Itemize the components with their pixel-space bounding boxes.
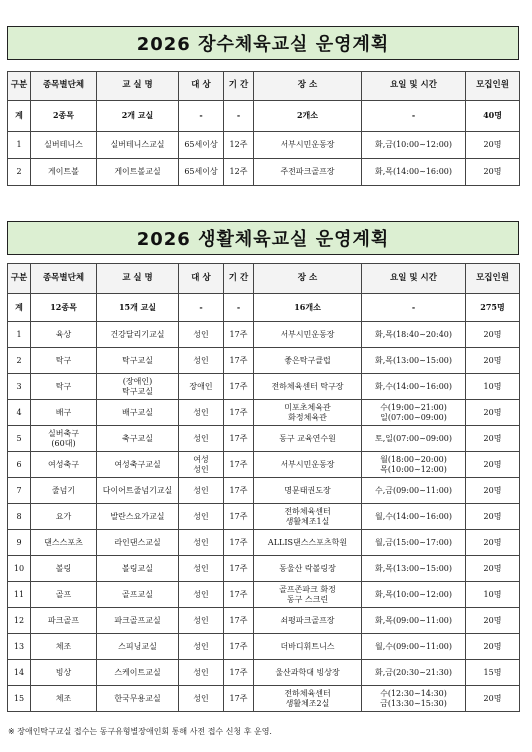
table-row	[8, 504, 520, 530]
cell-col-sport-group: 줄넘기	[31, 478, 97, 504]
cell-col-period: 17주	[224, 556, 254, 582]
cell-col-location: 전하체육센터 탁구장	[254, 374, 362, 400]
cell-col-period: 17주	[224, 634, 254, 660]
cell-col-schedule: 화,목(10:00~12:00)	[362, 582, 466, 608]
cell-col-class-name: 배구교실	[97, 400, 179, 426]
cell-col-schedule: 토,일(07:00~09:00)	[362, 426, 466, 452]
cell-col-division: 7	[8, 478, 31, 504]
cell-col-sport-group: 실버축구 (60대)	[31, 426, 97, 452]
cell-col-location: 미포초체육관 화정체육관	[254, 400, 362, 426]
cell-col-capacity: 20명	[466, 686, 520, 712]
header-col-class-name: 교 실 명	[97, 264, 179, 294]
header-col-period: 기 간	[224, 72, 254, 101]
header-col-sport-group: 종목별단체	[31, 264, 97, 294]
cell-col-class-name: 한국무용교실	[97, 686, 179, 712]
cell-col-division: 6	[8, 452, 31, 478]
cell-col-division: 3	[8, 374, 31, 400]
cell-col-target: 65세이상	[179, 132, 224, 159]
cell-col-class-name: 축구교실	[97, 426, 179, 452]
cell-col-target: 성인	[179, 426, 224, 452]
cell-col-sport-group: 빙상	[31, 660, 97, 686]
table-row	[8, 556, 520, 582]
cell-col-class-name: 파크골프교실	[97, 608, 179, 634]
cell-col-sport-group: 파크골프	[31, 608, 97, 634]
cell-col-schedule: 화,목(14:00~16:00)	[362, 159, 466, 186]
cell-col-division: 11	[8, 582, 31, 608]
cell-col-location: 골프존파크 화정 동구 스크린	[254, 582, 362, 608]
cell-col-location: 동울산 락볼링장	[254, 556, 362, 582]
cell-col-target: 성인	[179, 582, 224, 608]
cell-col-sport-group: 탁구	[31, 348, 97, 374]
summary-col-target: -	[179, 101, 224, 132]
summary-col-capacity: 40명	[466, 101, 520, 132]
cell-col-period: 17주	[224, 374, 254, 400]
cell-col-division: 1	[8, 322, 31, 348]
cell-col-location: 주전파크골프장	[254, 159, 362, 186]
summary-col-period: -	[224, 101, 254, 132]
summary-col-sport-group: 2종목	[31, 101, 97, 132]
cell-col-period: 17주	[224, 530, 254, 556]
table-row	[8, 452, 520, 478]
cell-col-location: 전하체육센터 생활체조2실	[254, 686, 362, 712]
cell-col-target: 성인	[179, 530, 224, 556]
cell-col-period: 12주	[224, 159, 254, 186]
cell-col-target: 성인	[179, 608, 224, 634]
summary-col-division: 계	[8, 101, 31, 132]
header-col-target: 대 상	[179, 264, 224, 294]
cell-col-location: 전하체육센터 생활체조1실	[254, 504, 362, 530]
cell-col-location: 동구 교육연수원	[254, 426, 362, 452]
cell-col-class-name: 스케이트교실	[97, 660, 179, 686]
summary-col-location: 16개소	[254, 294, 362, 322]
table-row	[8, 322, 520, 348]
table-row	[8, 478, 520, 504]
cell-col-schedule: 화,목(18:40~20:40)	[362, 322, 466, 348]
header-col-period: 기 간	[224, 264, 254, 294]
cell-col-sport-group: 볼링	[31, 556, 97, 582]
cell-col-location: 쇠평파크골프장	[254, 608, 362, 634]
cell-col-schedule: 화,목(09:00~11:00)	[362, 608, 466, 634]
cell-col-division: 5	[8, 426, 31, 452]
table-row	[8, 132, 520, 159]
cell-col-location: 서부시민운동장	[254, 322, 362, 348]
cell-col-period: 17주	[224, 348, 254, 374]
header-col-division: 구분	[8, 72, 31, 101]
cell-col-sport-group: 육상	[31, 322, 97, 348]
cell-col-sport-group: 골프	[31, 582, 97, 608]
table-row	[8, 530, 520, 556]
cell-col-class-name: 다이어트줄넘기교실	[97, 478, 179, 504]
summary-col-sport-group: 12종목	[31, 294, 97, 322]
cell-col-capacity: 20명	[466, 159, 520, 186]
header-col-capacity: 모집인원	[466, 264, 520, 294]
cell-col-capacity: 20명	[466, 478, 520, 504]
summary-row	[8, 294, 520, 322]
cell-col-target: 성인	[179, 660, 224, 686]
cell-col-schedule: 화,수(14:00~16:00)	[362, 374, 466, 400]
table-row	[8, 634, 520, 660]
cell-col-class-name: 실버테니스교실	[97, 132, 179, 159]
cell-col-capacity: 10명	[466, 374, 520, 400]
cell-col-sport-group: 실버테니스	[31, 132, 97, 159]
cell-col-class-name: 게이트볼교실	[97, 159, 179, 186]
cell-col-division: 10	[8, 556, 31, 582]
summary-col-class-name: 2개 교실	[97, 101, 179, 132]
cell-col-class-name: 건강달리기교실	[97, 322, 179, 348]
cell-col-capacity: 20명	[466, 400, 520, 426]
cell-col-target: 여성 성인	[179, 452, 224, 478]
header-col-division: 구분	[8, 264, 31, 294]
cell-col-period: 17주	[224, 686, 254, 712]
cell-col-division: 9	[8, 530, 31, 556]
cell-col-schedule: 화,목(13:00~15:00)	[362, 348, 466, 374]
cell-col-schedule: 수(12:30~14:30) 금(13:30~15:30)	[362, 686, 466, 712]
cell-col-division: 14	[8, 660, 31, 686]
cell-col-location: 좋은탁구클럽	[254, 348, 362, 374]
longevity-class-table	[7, 71, 520, 186]
footnote: ※ 장애인탁구교실 접수는 동구유형별장애인회 통해 사전 접수 신청 후 운영.	[8, 727, 272, 736]
cell-col-schedule: 화,금(20:30~21:30)	[362, 660, 466, 686]
cell-col-capacity: 15명	[466, 660, 520, 686]
cell-col-capacity: 20명	[466, 634, 520, 660]
cell-col-period: 17주	[224, 322, 254, 348]
title-longevity: 2026 장수체육교실 운영계획	[136, 34, 390, 55]
header-col-capacity: 모집인원	[466, 72, 520, 101]
cell-col-schedule: 월,금(15:00~17:00)	[362, 530, 466, 556]
summary-col-schedule: -	[362, 294, 466, 322]
summary-col-division: 계	[8, 294, 31, 322]
cell-col-target: 성인	[179, 504, 224, 530]
cell-col-schedule: 월(18:00~20:00) 목(10:00~12:00)	[362, 452, 466, 478]
cell-col-class-name: 여성축구교실	[97, 452, 179, 478]
cell-col-location: 서부시민운동장	[254, 452, 362, 478]
cell-col-location: 울산과학대 빙상장	[254, 660, 362, 686]
cell-col-target: 성인	[179, 400, 224, 426]
cell-col-location: ALLIS댄스스포츠학원	[254, 530, 362, 556]
title-lifesports: 2026 생활체육교실 운영계획	[136, 229, 390, 250]
cell-col-capacity: 20명	[466, 322, 520, 348]
summary-col-period: -	[224, 294, 254, 322]
cell-col-division: 4	[8, 400, 31, 426]
cell-col-division: 15	[8, 686, 31, 712]
cell-col-sport-group: 체조	[31, 634, 97, 660]
title-banner-longevity	[7, 26, 519, 60]
header-col-schedule: 요일 및 시간	[362, 264, 466, 294]
cell-col-target: 성인	[179, 348, 224, 374]
cell-col-class-name: 발란스요가교실	[97, 504, 179, 530]
cell-col-class-name: (장애인) 탁구교실	[97, 374, 179, 400]
cell-col-capacity: 20명	[466, 452, 520, 478]
cell-col-period: 17주	[224, 400, 254, 426]
cell-col-division: 2	[8, 348, 31, 374]
table-row	[8, 400, 520, 426]
cell-col-target: 65세이상	[179, 159, 224, 186]
cell-col-period: 17주	[224, 426, 254, 452]
cell-col-period: 17주	[224, 504, 254, 530]
summary-col-capacity: 275명	[466, 294, 520, 322]
table-row	[8, 159, 520, 186]
cell-col-capacity: 10명	[466, 582, 520, 608]
cell-col-sport-group: 요가	[31, 504, 97, 530]
cell-col-division: 12	[8, 608, 31, 634]
cell-col-period: 17주	[224, 478, 254, 504]
header-col-sport-group: 종목별단체	[31, 72, 97, 101]
summary-col-location: 2개소	[254, 101, 362, 132]
header-col-location: 장 소	[254, 72, 362, 101]
cell-col-class-name: 볼링교실	[97, 556, 179, 582]
header-col-location: 장 소	[254, 264, 362, 294]
cell-col-period: 17주	[224, 452, 254, 478]
cell-col-schedule: 화,목(13:00~15:00)	[362, 556, 466, 582]
cell-col-capacity: 20명	[466, 504, 520, 530]
cell-col-capacity: 20명	[466, 608, 520, 634]
summary-col-class-name: 15개 교실	[97, 294, 179, 322]
summary-col-target: -	[179, 294, 224, 322]
summary-row	[8, 101, 520, 132]
cell-col-period: 12주	[224, 132, 254, 159]
table-header-row	[8, 264, 520, 294]
cell-col-sport-group: 배구	[31, 400, 97, 426]
cell-col-period: 17주	[224, 608, 254, 634]
table-row	[8, 660, 520, 686]
cell-col-period: 17주	[224, 582, 254, 608]
cell-col-capacity: 20명	[466, 426, 520, 452]
cell-col-capacity: 20명	[466, 348, 520, 374]
cell-col-target: 성인	[179, 322, 224, 348]
title-banner-lifesports	[7, 221, 519, 255]
cell-col-schedule: 월,수(14:00~16:00)	[362, 504, 466, 530]
cell-col-class-name: 탁구교실	[97, 348, 179, 374]
header-col-schedule: 요일 및 시간	[362, 72, 466, 101]
cell-col-sport-group: 여성축구	[31, 452, 97, 478]
cell-col-capacity: 20명	[466, 530, 520, 556]
table-row	[8, 686, 520, 712]
cell-col-schedule: 월,수(09:00~11:00)	[362, 634, 466, 660]
cell-col-target: 성인	[179, 478, 224, 504]
cell-col-sport-group: 게이트볼	[31, 159, 97, 186]
cell-col-target: 성인	[179, 556, 224, 582]
cell-col-schedule: 수(19:00~21:00) 일(07:00~09:00)	[362, 400, 466, 426]
cell-col-division: 2	[8, 159, 31, 186]
cell-col-class-name: 라인댄스교실	[97, 530, 179, 556]
table-row	[8, 426, 520, 452]
cell-col-capacity: 20명	[466, 556, 520, 582]
cell-col-target: 성인	[179, 686, 224, 712]
cell-col-location: 더바디휘트니스	[254, 634, 362, 660]
table-row	[8, 348, 520, 374]
table-row	[8, 582, 520, 608]
table-header-row	[8, 72, 520, 101]
cell-col-schedule: 수,금(09:00~11:00)	[362, 478, 466, 504]
cell-col-sport-group: 댄스스포츠	[31, 530, 97, 556]
cell-col-target: 성인	[179, 634, 224, 660]
cell-col-capacity: 20명	[466, 132, 520, 159]
table-row	[8, 374, 520, 400]
cell-col-class-name: 골프교실	[97, 582, 179, 608]
cell-col-division: 1	[8, 132, 31, 159]
header-col-class-name: 교 실 명	[97, 72, 179, 101]
cell-col-division: 13	[8, 634, 31, 660]
cell-col-location: 서부시민운동장	[254, 132, 362, 159]
cell-col-division: 8	[8, 504, 31, 530]
cell-col-class-name: 스피닝교실	[97, 634, 179, 660]
lifesports-class-table	[7, 263, 520, 712]
cell-col-schedule: 화,금(10:00~12:00)	[362, 132, 466, 159]
cell-col-sport-group: 탁구	[31, 374, 97, 400]
cell-col-period: 17주	[224, 660, 254, 686]
cell-col-target: 장애인	[179, 374, 224, 400]
summary-col-schedule: -	[362, 101, 466, 132]
header-col-target: 대 상	[179, 72, 224, 101]
table-row	[8, 608, 520, 634]
cell-col-location: 명문태권도장	[254, 478, 362, 504]
cell-col-sport-group: 체조	[31, 686, 97, 712]
